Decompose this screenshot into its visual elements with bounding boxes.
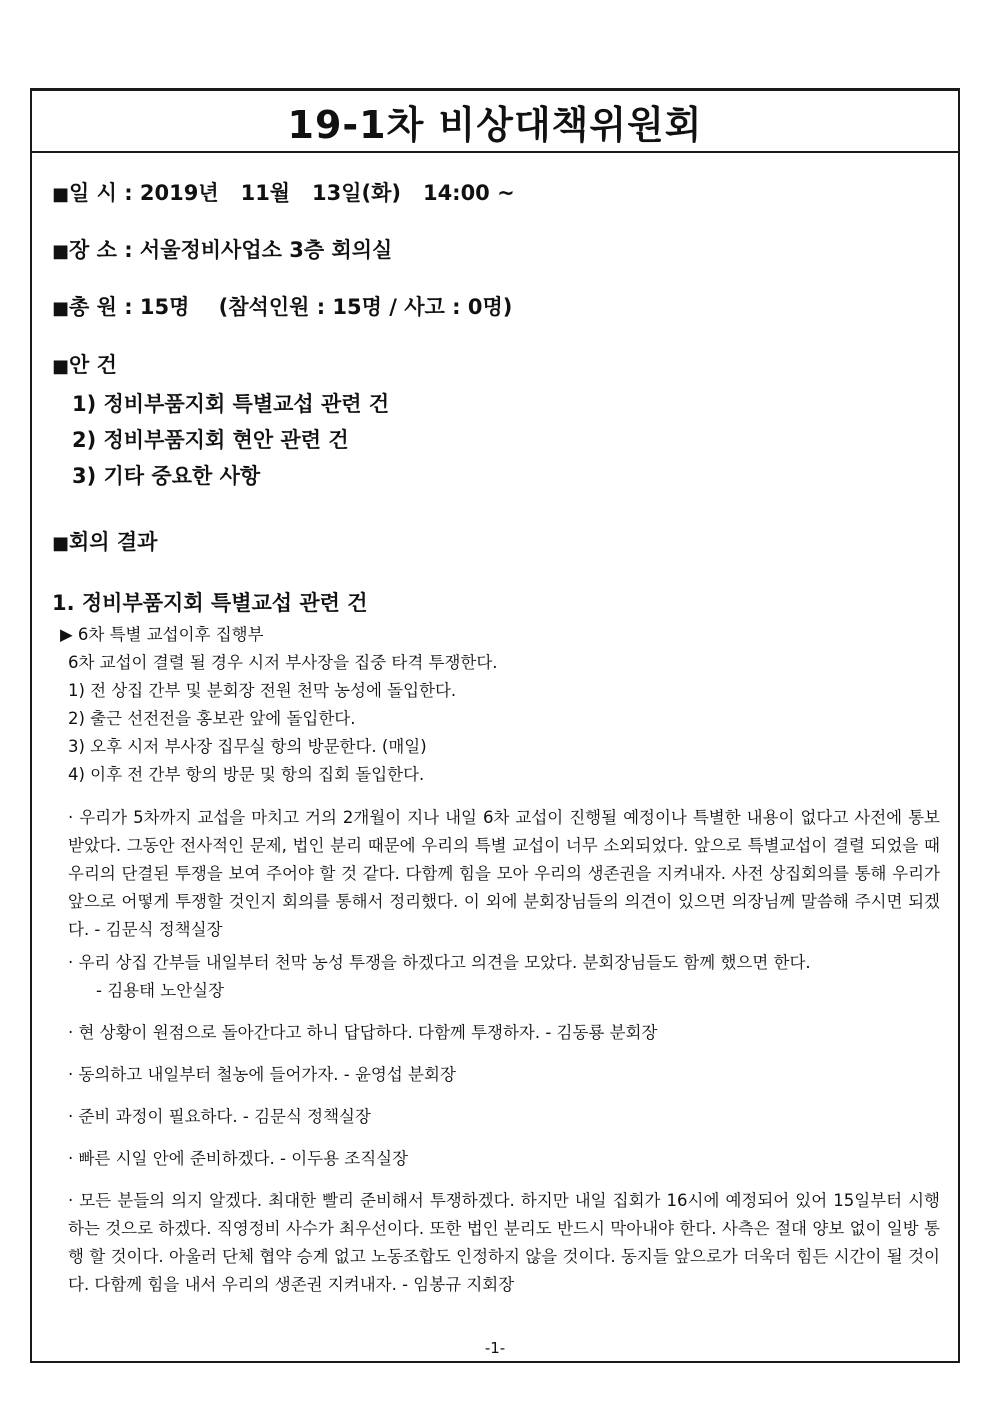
results-heading	[52, 526, 157, 556]
opinion-paragraph: · 현 상황이 원점으로 돌아간다고 하니 답답하다. 다함께 투쟁하자. - 김동룡 분회장	[68, 1023, 658, 1042]
opinion-paragraph: · 우리 상집 간부들 내일부터 천막 농성 투쟁을 하겠다고 의견을 모았다. 분회장님들도 함께 했으면 한다.	[68, 953, 811, 972]
meeting-place	[52, 234, 392, 264]
agenda-item: 1) 정비부품지회 특별교섭 관련 건	[72, 392, 390, 416]
opinion-paragraph: · 우리가 5차까지 교섭을 마치고 거의 2개월이 지나 내일 6차 교섭이 진행될 예정이나 특별한 내용이 없다고 사전에 통보 받았다. 그동안 전사적인 문제, 법인 분리 때문에 우리의 특별 교섭이 너무 소외되었다. 앞으로 특별교섭이 결렬 되었을 때 우리의 단결된 투쟁을 보여 주어야 할 것 같다. 다함께 힘을 모아 우리의 생존권을 지켜내자. 사전 상집회의를 통해 우리가 앞으로 어떻게 투쟁할 것인지 회의를 통해서 정리했다. 이 외에 분회장님들의 의견이 있으면 의장님께 말씀해 주시면 되겠다. - 김문식 정책실장	[68, 808, 940, 939]
meeting-datetime	[52, 177, 515, 207]
section-line: 3) 오후 시저 부사장 집무실 항의 방문한다. (매일)	[68, 737, 427, 756]
document-frame	[30, 88, 960, 1363]
datetime-text: 일 시 : 2019년 11월 13일(화) 14:00 ~	[69, 181, 515, 205]
section-title: 1. 정비부품지회 특별교섭 관련 건	[52, 591, 368, 615]
opinions-list	[68, 804, 940, 1299]
section-line: 4) 이후 전 간부 항의 방문 및 항의 집회 돌입한다.	[68, 765, 425, 784]
agenda-item: 2) 정비부품지회 현안 관련 건	[72, 428, 349, 452]
members-text: 총 원 : 15명 (참석인원 : 15명 / 사고 : 0명)	[69, 295, 513, 319]
square-bullet-icon: ■	[52, 533, 70, 554]
agenda-heading	[52, 349, 117, 379]
opinion-paragraph: · 동의하고 내일부터 철농에 들어가자. - 윤영섭 분회장	[68, 1065, 456, 1084]
meeting-members	[52, 291, 512, 321]
place-text: 장 소 : 서울정비사업소 3층 회의실	[69, 238, 393, 262]
square-bullet-icon: ■	[52, 184, 70, 205]
opinion-speaker: - 김용태 노안실장	[96, 981, 225, 1000]
opinion-paragraph: · 준비 과정이 필요하다. - 김문식 정책실장	[68, 1107, 371, 1126]
section-line: 1) 전 상집 간부 및 분회장 전원 천막 농성에 돌입한다.	[68, 681, 457, 700]
square-bullet-icon: ■	[52, 356, 70, 377]
square-bullet-icon: ■	[52, 241, 70, 262]
opinion-paragraph: · 빠른 시일 안에 준비하겠다. - 이두용 조직실장	[68, 1149, 409, 1168]
title-box	[32, 91, 958, 153]
agenda-heading-text: 안 건	[69, 353, 117, 377]
square-bullet-icon: ■	[52, 298, 70, 319]
opinion-paragraph: · 모든 분들의 의지 알겠다. 최대한 빨리 준비해서 투쟁하겠다. 하지만 내일 집회가 16시에 예정되어 있어 15일부터 시행하는 것으로 하겠다. 직영정비 사수가 최우선이다. 또한 법인 분리도 반드시 막아내야 한다. 사측은 절대 양보 없이 일방 통행 할 것이다. 아울러 단체 협약 승계 없고 노동조합도 인정하지 않을 것이다. 동지들 앞으로가 더욱더 힘든 시간이 될 것이다. 다함께 힘을 내서 우리의 생존권 지켜내자. - 임봉규 지회장	[68, 1191, 940, 1294]
page-title: 19-1차 비상대책위원회	[287, 102, 703, 147]
results-heading-text: 회의 결과	[69, 530, 158, 554]
section-line: 2) 출근 선전전을 홍보관 앞에 돌입한다.	[68, 709, 356, 728]
agenda-item: 3) 기타 중요한 사항	[72, 464, 261, 488]
section-subheading: ▶ 6차 특별 교섭이후 집행부	[60, 625, 264, 644]
section-line: 6차 교섭이 결렬 될 경우 시저 부사장을 집중 타격 투쟁한다.	[68, 653, 498, 672]
page-number: -1-	[484, 1339, 506, 1357]
